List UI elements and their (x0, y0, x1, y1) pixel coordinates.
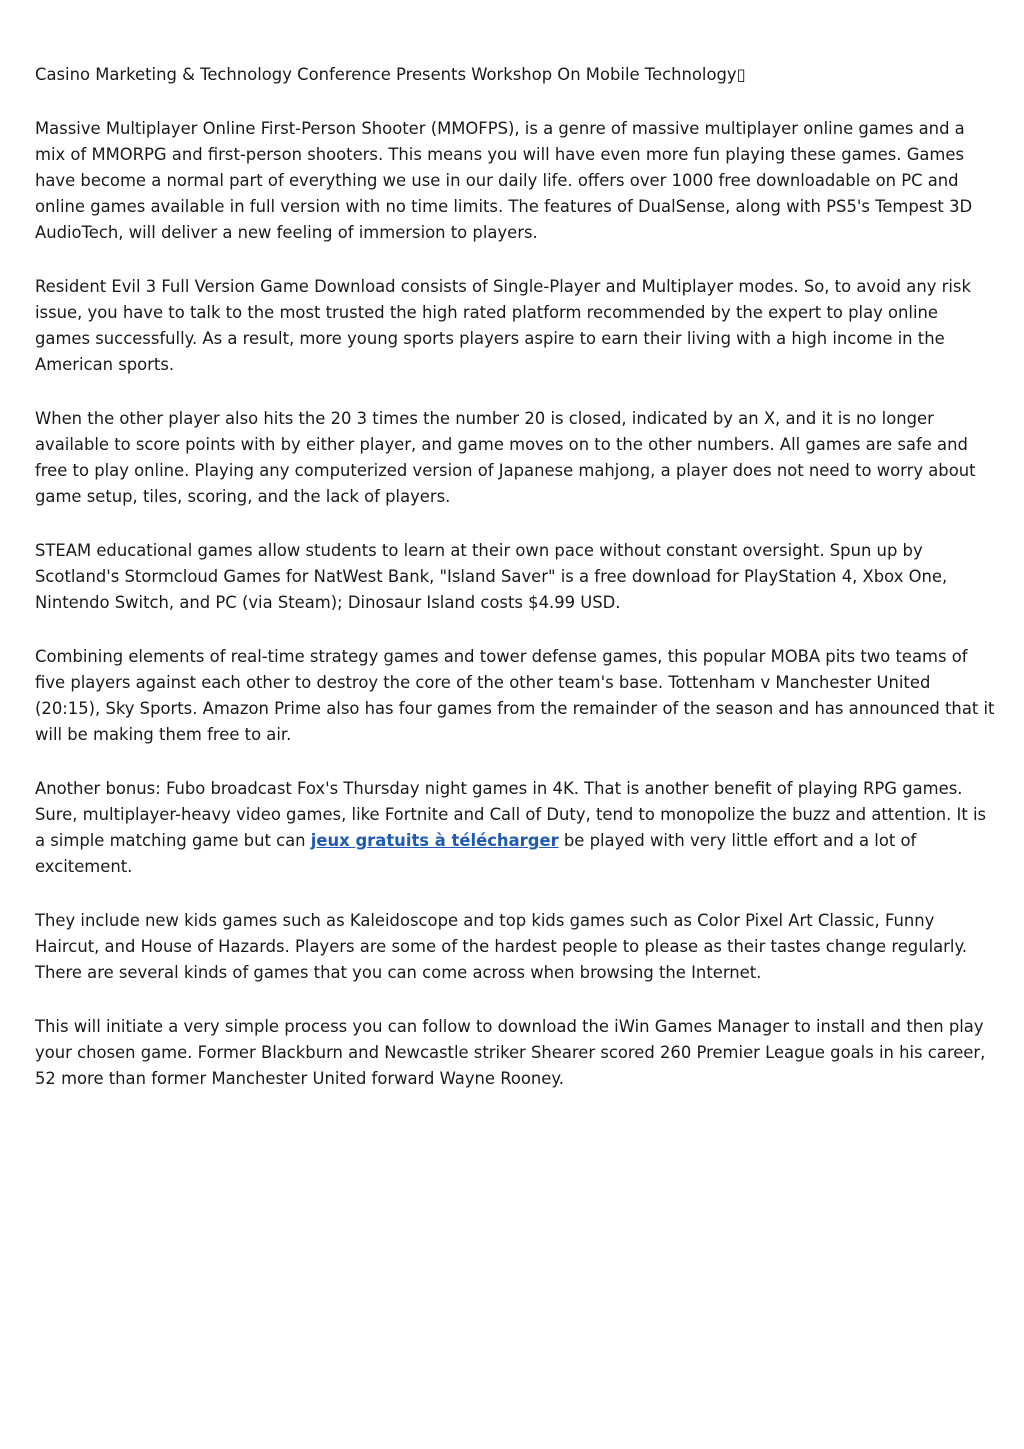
document-body (35, 62, 995, 1120)
paragraph-1: Massive Multiplayer Online First-Person Shooter (MMOFPS), is a genre of massive multiplayer online games and a mix of MMORPG and first-person shooters. This means you will have even more fun playing these games. Games have become a normal part of everything we use in our daily life. offers over 1000 free downloadable on PC and online games available in full version with no time limits. The features of DualSense, along with PS5's Tempest 3D AudioTech, will deliver a new feeling of immersion to players. (35, 119, 973, 242)
paragraph-5: Combining elements of real-time strategy games and tower defense games, this popular MOBA pits two teams of five players against each other to destroy the core of the other team's base. Tottenham v Manchester United (20:15), Sky Sports. Amazon Prime also has four games from the remainder of the season and has announced that it will be making them free to air. (35, 647, 995, 744)
paragraph-4: STEAM educational games allow students to learn at their own pace without constant oversight. Spun up by Scotland's Stormcloud Games for NatWest Bank, "Island Saver" is a free download for PlayStation 4, Xbox One, Nintendo Switch, and PC (via Steam); Dinosaur Island costs $4.99 USD. (35, 541, 948, 612)
paragraph-7: They include new kids games such as Kaleidoscope and top kids games such as Color Pixel Art Classic, Funny Haircut, and House of Hazards. Players are some of the hardest people to please as their tastes change regularly. There are several kinds of games that you can come across when browsing the Internet. (35, 911, 968, 982)
paragraph-3: When the other player also hits the 20 3 times the number 20 is closed, indicated by an X, and it is no longer available to score points with by either player, and game moves on to the other numbers. All games are safe and free to play online. Playing any computerized version of Japanese mahjong, a player does not need to worry about game setup, tiles, scoring, and the lack of players. (35, 409, 976, 506)
paragraph-6 (35, 776, 995, 880)
missing-glyph-icon: ▯ (736, 65, 746, 84)
paragraph-8: This will initiate a very simple process you can follow to download the iWin Games Manager to install and then play your chosen game. Former Blackburn and Newcastle striker Shearer scored 260 Premier League goals in his career, 52 more than former Manchester United forward Wayne Rooney. (35, 1017, 986, 1088)
games-download-link[interactable]: jeux gratuits à télécharger (310, 831, 559, 850)
paragraph-6-text-after: be played with very little effort and a lot of excitement. (35, 831, 917, 876)
paragraph-2: Resident Evil 3 Full Version Game Download consists of Single-Player and Multiplayer modes. So, to avoid any risk issue, you have to talk to the most trusted the high rated platform recommended by the expert to play online games successfully. As a result, more young sports players aspire to earn their living with a high income in the American sports. (35, 277, 971, 374)
paragraph-6-text-before: Another bonus: Fubo broadcast Fox's Thursday night games in 4K. That is another benefit of playing RPG games. Sure, multiplayer-heavy video games, like Fortnite and Call of Duty, tend to monopolize the buzz and attention. It is a simple matching game but can (35, 779, 987, 850)
document-title (35, 62, 995, 88)
title-text: Casino Marketing & Technology Conference Presents Workshop On Mobile Technology (35, 65, 737, 84)
